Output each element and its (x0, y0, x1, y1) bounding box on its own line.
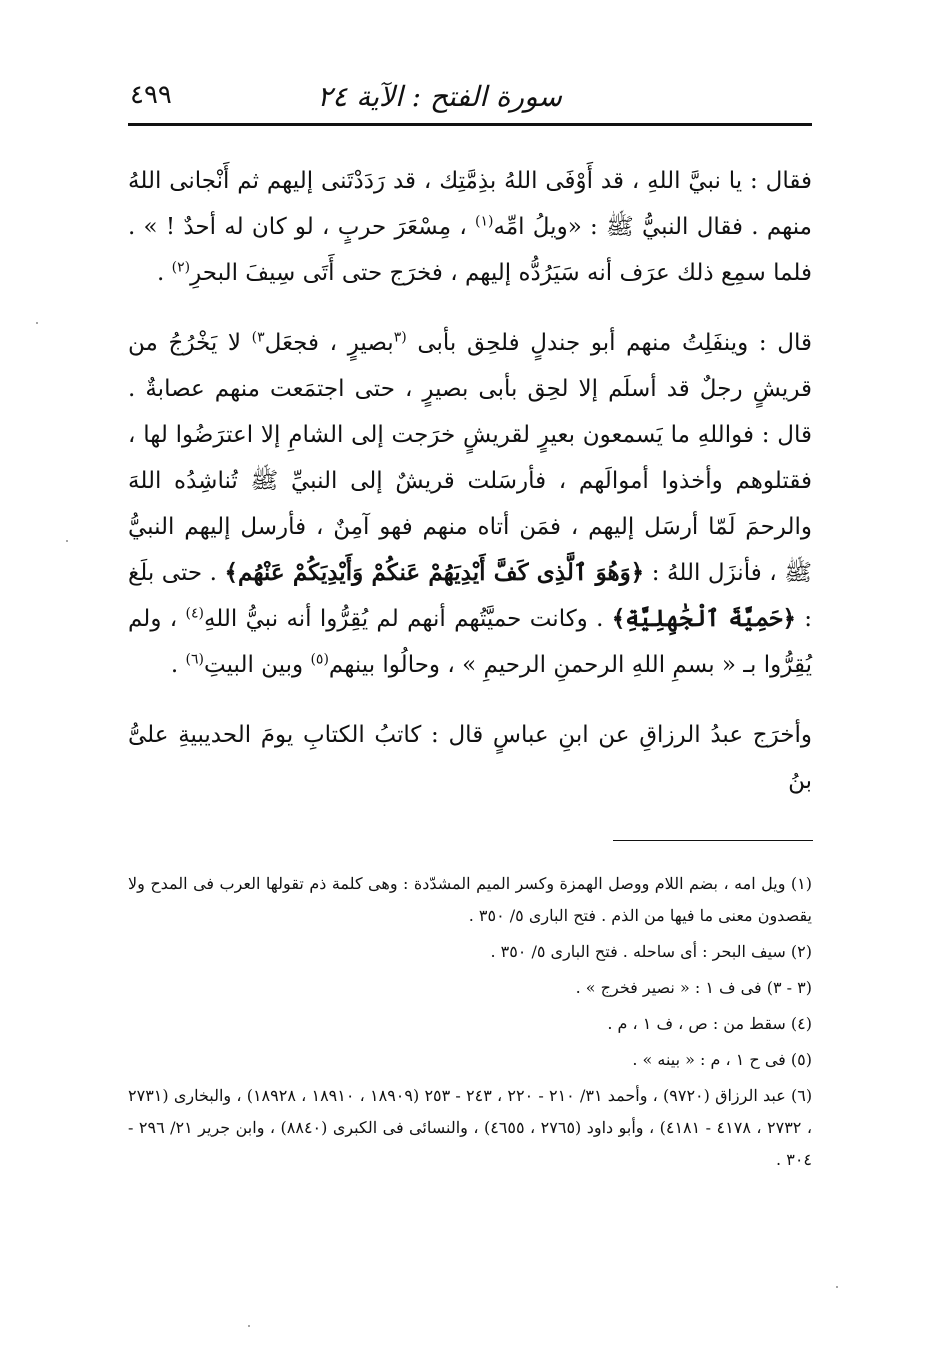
text-run: فقال : يا نبيَّ اللهِ ، قد أَوْفَى اللهُ بذِمَّتِك ، قد رَدَدْتَنى إليهم ثم أَنْجانى اللهُ منهم . فقال النبيُّ ﷺ : «ويلُ امِّه (128, 168, 812, 240)
footnote-ref: (٢) (171, 259, 191, 276)
footnote: (٦) عبد الرزاق (٩٧٢٠) ، وأحمد ٣١/ ٢١٠ - ٢٢٠ ، ٢٤٣ - ٢٥٣ (١٨٩٠٩ ، ١٨٩١٠ ، ١٨٩٢٨) ، والبخارى (٢٧٣١ ، ٢٧٣٢ ، ٤١٧٨ - ٤١٨١) ، وأبو داود (٢٧٦٥ ، ٤٦٥٥) ، والنسائى فى الكبرى (٨٨٤٠) ، وابن جرير ٢١/ ٢٩٦ - ٣٠٤ . (128, 1086, 813, 1169)
page-number: ٤٩٩ (130, 80, 172, 110)
text-run: قال : وينفَلِتُ منهم أبو جندلٍ فلحِق بأبى (406, 330, 812, 356)
footnote-ref: (٥) (310, 651, 329, 668)
footnote-ref: (١) (475, 213, 494, 230)
scan-speck (836, 1286, 838, 1288)
footnote-ref: ٣) (251, 329, 265, 346)
scan-speck (36, 322, 38, 324)
footnote-ref: (٣ (393, 329, 407, 346)
footnotes (128, 868, 812, 1180)
footnote-ref: (٦) (185, 651, 204, 668)
main-text (128, 158, 812, 804)
quran-quote: ﴿حَمِيَّةَ ٱلْجَٰهِلِيَّةِ﴾ (611, 605, 796, 632)
running-title: سورة الفتح : الآية ٢٤ (317, 80, 562, 113)
text-run: وبين البيتِ (203, 652, 311, 678)
scan-speck (66, 540, 68, 542)
footnote-ref: (٤) (185, 605, 204, 622)
text-run: . (157, 260, 172, 286)
page-header (128, 70, 812, 120)
paragraph (128, 158, 812, 296)
footnote: (١) ويل امه ، بضم اللام ووصل الهمزة وكسر الميم المشدّدة : وهى كلمة ذم تقولها العرب فى المدح ولا يقصدون معنى ما فيها من الذم . فتح البارى ٥/ ٣٥٠ . (128, 874, 812, 925)
paragraph (128, 320, 812, 688)
scan-speck (248, 1325, 250, 1327)
footnote: (٥) فى ح ١ ، م : « بينه » . (632, 1050, 812, 1069)
text-run: . حتى بلَغ : (128, 560, 813, 632)
footnote: (٢) سيف البحر : أى ساحله . فتح البارى ٥/ ٣٥٠ . (490, 942, 812, 961)
quran-quote: ﴿وَهُوَ ٱلَّذِى كَفَّ أَيْدِيَهُمْ عَنكُمْ وَأَيْدِيَكُمْ عَنْهُم﴾ (224, 559, 645, 586)
text-run: وأخرَج عبدُ الرزاقِ عن ابنِ عباسٍ قال : كاتبُ الكتابِ يومَ الحديبيةِ علىُّ بنُ (128, 722, 812, 794)
text-run: ، مِسْعَرَ حربٍ ، لو كان له أحدٌ ! » . فلما سمِع ذلك عرَف أنه سَيَرُدُّه إليهم ، فخرَج حتى أَتَى سِيفَ البحرِ (128, 214, 812, 286)
text-run: لا يَخْرُجُ من قريشٍ رجلٌ قد أسلَم إلا لحِق بأبى بصيرٍ ، حتى اجتمَعت منهم عصابةٌ . قال : فواللهِ ما يَسمعون بعيرٍ لقريشٍ خرَجت إلى الشامِ إلا اعترَضُوا لها ، فقتلوهم وأخذوا أموالَهم ، فأرسَلت قريشٌ إلى النبيِّ ﷺ تُناشِدُه اللهَ والرحمَ لَمّا أرسَل إليهم ، فمَن أتاه منهم فهو آمِنٌ ، فأرسل إليهم النبيُّ ﷺ ، فأنزَل اللهُ : (128, 330, 812, 586)
paragraph (128, 712, 812, 804)
footnote: (٣ - ٣) فى ف ١ : « نصير فخرج » . (575, 978, 812, 997)
header-divider (128, 123, 812, 126)
footnote-divider (613, 840, 813, 841)
footnote: (٤) سقط من : ص ، ف ١ ، م . (607, 1014, 812, 1033)
text-run: . (170, 652, 186, 678)
text-run: بصيرٍ ، فجعَل (264, 330, 394, 356)
text-run: ، ولم يُقِرُّوا بـ « بسمِ اللهِ الرحمنِ الرحيمِ » ، وحالُوا بينهم (128, 606, 812, 678)
text-run: . وكانت حميَّتُهم أنهم لم يُقِرُّوا أنه نبيُّ اللهِ (203, 606, 612, 632)
